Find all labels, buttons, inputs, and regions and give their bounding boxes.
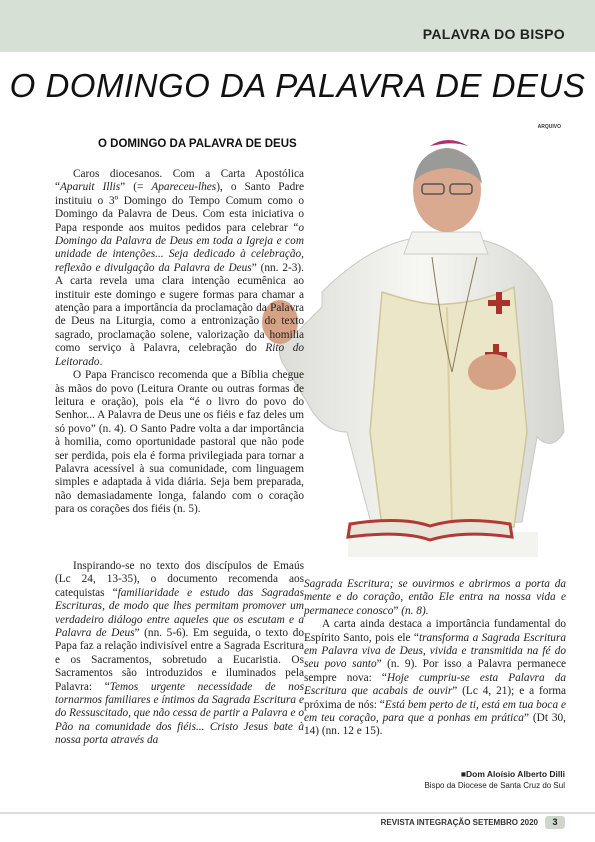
italic-text: Sagrada Escritura; se ouvirmos e abrirmos a porta da mente e do coração, então Ele entra na nossa vida e permanece conosco <box>304 578 566 617</box>
text-run: ” (n. 9). Por isso a Palavra permanece sempre nova: “ <box>304 658 566 684</box>
page-title: O DOMINGO DA PALAVRA DE DEUS <box>9 67 586 104</box>
italic-text: Rito do Leitorado <box>55 342 304 368</box>
section-label: PALAVRA DO BISPO <box>422 26 565 42</box>
italic-text: o Domingo da Palavra de Deus em toda a Igreja e com unidade de intenções... Seja dedicado à celebração, reflexão e divulgação da Palavra de Deus <box>55 221 304 274</box>
paragraph-2 <box>55 369 304 516</box>
article-column-left-bottom <box>55 560 304 748</box>
right-hand <box>468 354 516 390</box>
italic-text: Hoje cumpriu-se esta Palavra da Escritura que acabais de ouvir <box>304 671 566 698</box>
magazine-name: REVISTA INTEGRAÇÃO SETEMBRO 2020 <box>380 818 538 827</box>
text-run: Inspirando-se no texto dos discípulos de Emaús (Lc 24, 13-35), o documento recomenda aos catequistas “ <box>55 560 304 599</box>
signature <box>424 769 565 790</box>
paragraph-1 <box>55 168 304 369</box>
article-column-left-top <box>55 168 304 517</box>
italic-text: Aparuit Illis <box>60 181 121 194</box>
italic-text: Temos urgente necessidade de nos tornarmos familiares e íntimos da Sagrada Escritura e do Ressuscitado, que não cessa de partir a Palavra e o Pão na comunidade dos fiéis... Cristo Jesus bate à nossa porta através da <box>55 680 304 747</box>
text-run: O Papa Francisco recomenda que a Bíblia chegue às mãos do povo (Leitura Orante ou outras formas de leitura e oração), pois ela “é o livro do povo do Senhor... A Palavra de Deus une os fiéis e faz deles um só povo” (n. 4). O Santo Padre volta a dar importância à homilia, como oportunidade pastoral que não pode ser perdida, pois ela é forma privilegiada para tornar a Palavra acessível à sua comunidade, com linguagem simples e adaptada à vida diária. Seja bem preparada, não demasiadamente longa, falando com o coração para os corações dos fiéis (n. 5). <box>55 369 304 516</box>
text-run: ” (Dt 30, 14) (nn. 12 e 15). <box>304 712 567 738</box>
zucchetto <box>430 140 468 146</box>
text-run: A carta ainda destaca a importância fundamental do Espírito Santo, pois ele “ <box>304 618 566 644</box>
article-subheading: O DOMINGO DA PALAVRA DE DEUS <box>98 138 297 150</box>
italic-text: Apareceu-lhes <box>151 181 217 194</box>
text-run: ), o Santo Padre instituiu o 3º Domingo do Tempo Comum como o Domingo da Palavra de Deus. Com esta iniciativa o Papa responde aos muitos pedidos para celebrar “ <box>55 181 304 234</box>
paragraph-3 <box>55 560 304 748</box>
paragraph-4 <box>304 618 566 739</box>
italic-text: transforma a Sagrada Escritura em Palavra viva de Deus, vivida e transmitida na fé do seu povo santo <box>304 631 566 671</box>
text-run: ” <box>393 604 402 617</box>
italic-text: Está bem perto de ti, está em tua boca e em teu coração, para que a ponhas em prática <box>304 698 566 725</box>
photo-credit: ARQUIVO <box>537 124 561 130</box>
paragraph-3-continued <box>304 578 566 618</box>
text-run: Caros diocesanos. Com a Carta Apostólica “ <box>55 168 304 194</box>
text-run: ” (= <box>120 181 152 194</box>
article-column-right <box>304 578 566 739</box>
text-run: . <box>99 355 103 368</box>
text-run: ” (nn. 2-3). A carta revela uma clara intenção ecumênica ao instituir este domingo e sugere formas para chamar a atenção para a importância da proclamação da Palavra de Deus na Liturgia, como a entronização do texto sagrado, proclamação solene, valorização da homilia como serviço à Palavra, celebração do <box>55 261 304 355</box>
italic-text: familiaridade e estudo das Sagradas Escrituras, de modo que lhes permitam promover um verdadeiro diálogo entre aqueles que os escutam e a Palavra de Deus <box>55 586 305 640</box>
text-run: ” (nn. 5-6). Em seguida, o texto do Papa faz a relação indivisível entre a Sagrada Escritura e os Sacramentos, sobretudo a Eucaristia. Os Sacramentos são introduzidos e iluminados pela Palavra: “ <box>55 627 304 693</box>
page-number: 3 <box>545 816 565 829</box>
footer-rule <box>0 812 595 814</box>
italic-text: (n. 8). <box>401 604 429 617</box>
signature-name: ■Dom Aloísio Alberto Dilli <box>460 769 565 779</box>
signature-role: Bispo da Diocese de Santa Cruz do Sul <box>424 781 565 790</box>
text-run: ” (Lc 4, 21); e a forma próxima de nós: “ <box>304 685 567 711</box>
